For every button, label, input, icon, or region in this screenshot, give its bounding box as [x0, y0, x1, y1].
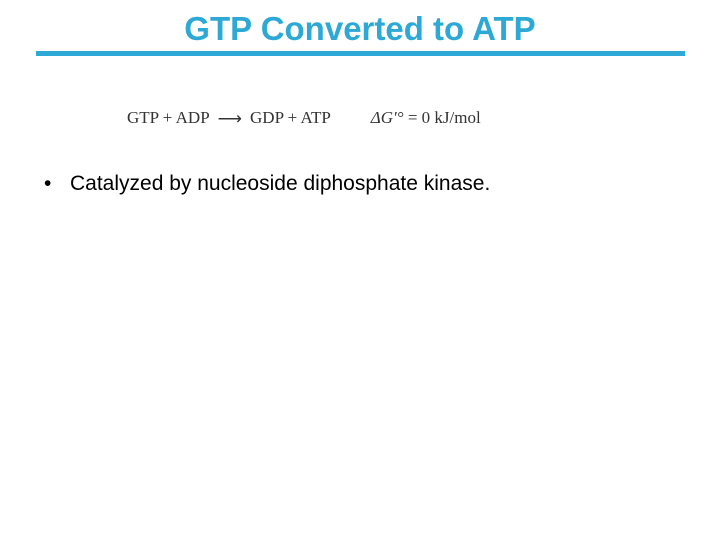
bullet-list: [44, 170, 490, 198]
equation-products: GDP + ATP: [250, 108, 331, 127]
reaction-equation: [127, 106, 481, 130]
title-underline: [36, 51, 685, 56]
equation-reactants: GTP + ADP: [127, 108, 210, 127]
slide-title: GTP Converted to ATP: [184, 10, 536, 47]
delta-g-value: = 0 kJ/mol: [407, 108, 481, 127]
reaction-arrow-icon: ⟶: [217, 109, 243, 128]
list-item: [44, 170, 490, 198]
free-energy-change: [371, 108, 481, 128]
bullet-text: Catalyzed by nucleoside diphosphate kinase.: [70, 172, 491, 195]
delta-g-symbol: ΔG′°: [370, 108, 404, 127]
bullet-icon: •: [44, 172, 52, 195]
